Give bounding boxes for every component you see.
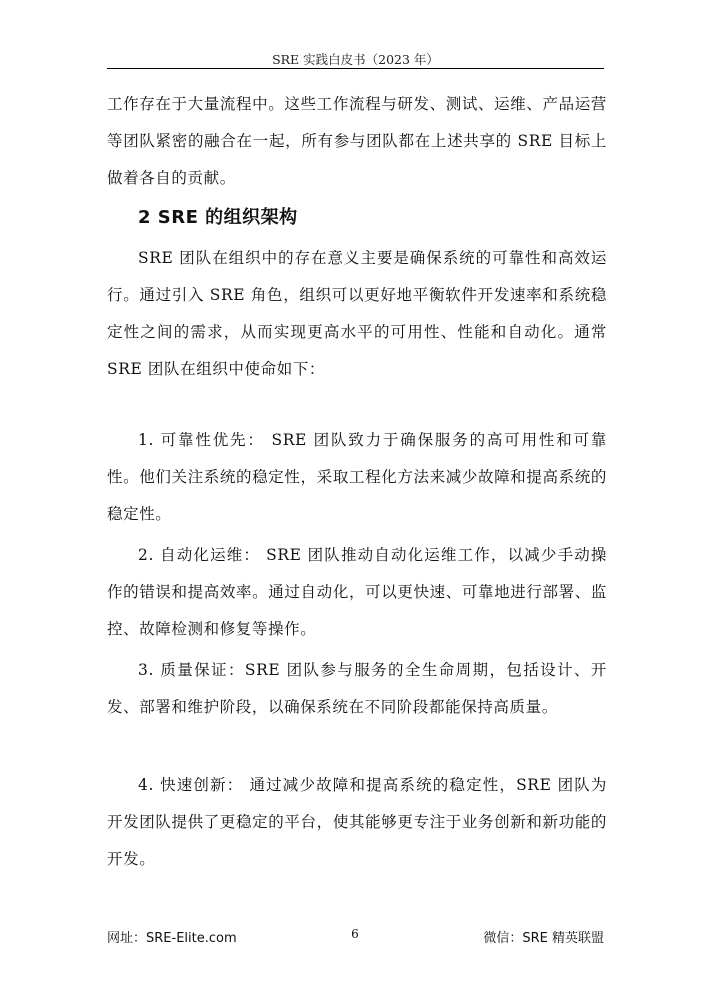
footer-wechat: 微信：SRE 精英联盟: [483, 931, 604, 946]
list-item-text: 4. 快速创新： 通过减少故障和提高系统的稳定性，SRE 团队为开发团队提供了更稳定的平台，使其能够更专注于业务创新和新功能的开发。: [107, 776, 607, 868]
page-number: 6: [351, 927, 359, 941]
running-header: SRE 实践白皮书（2023 年）: [272, 52, 439, 67]
list-item-3: [107, 652, 607, 726]
intro-paragraph: [107, 86, 607, 197]
list-item-1: [107, 422, 607, 533]
list-item-text: 3. 质量保证：SRE 团队参与服务的全生命周期，包括设计、开发、部署和维护阶段，以确保系统在不同阶段都能保持高质量。: [107, 661, 607, 716]
header-divider: [107, 68, 604, 69]
section-heading: 2 SRE 的组织架构: [138, 207, 298, 228]
paragraph-text: SRE 团队在组织中的存在意义主要是确保系统的可靠性和高效运行。通过引入 SRE 角色，组织可以更好地平衡软件开发速率和系统稳定性之间的需求，从而实现更高水平的可用性、性能和自动化。通常 SRE 团队在组织中使命如下：: [107, 249, 607, 378]
list-item-4: [107, 767, 607, 878]
footer-website: 网址：SRE-Elite.com: [107, 931, 237, 946]
list-item-text: 2. 自动化运维： SRE 团队推动自动化运维工作，以减少手动操作的错误和提高效率。通过自动化，可以更快速、可靠地进行部署、监控、故障检测和修复等操作。: [107, 546, 607, 638]
list-item-2: [107, 537, 607, 648]
list-item-text: 1. 可靠性优先： SRE 团队致力于确保服务的高可用性和可靠性。他们关注系统的稳定性，采取工程化方法来减少故障和提高系统的稳定性。: [107, 431, 607, 523]
body-paragraph: [107, 240, 607, 388]
intro-text: 工作存在于大量流程中。这些工作流程与研发、测试、运维、产品运营等团队紧密的融合在一起，所有参与团队都在上述共享的 SRE 目标上做着各自的贡献。: [107, 95, 607, 187]
